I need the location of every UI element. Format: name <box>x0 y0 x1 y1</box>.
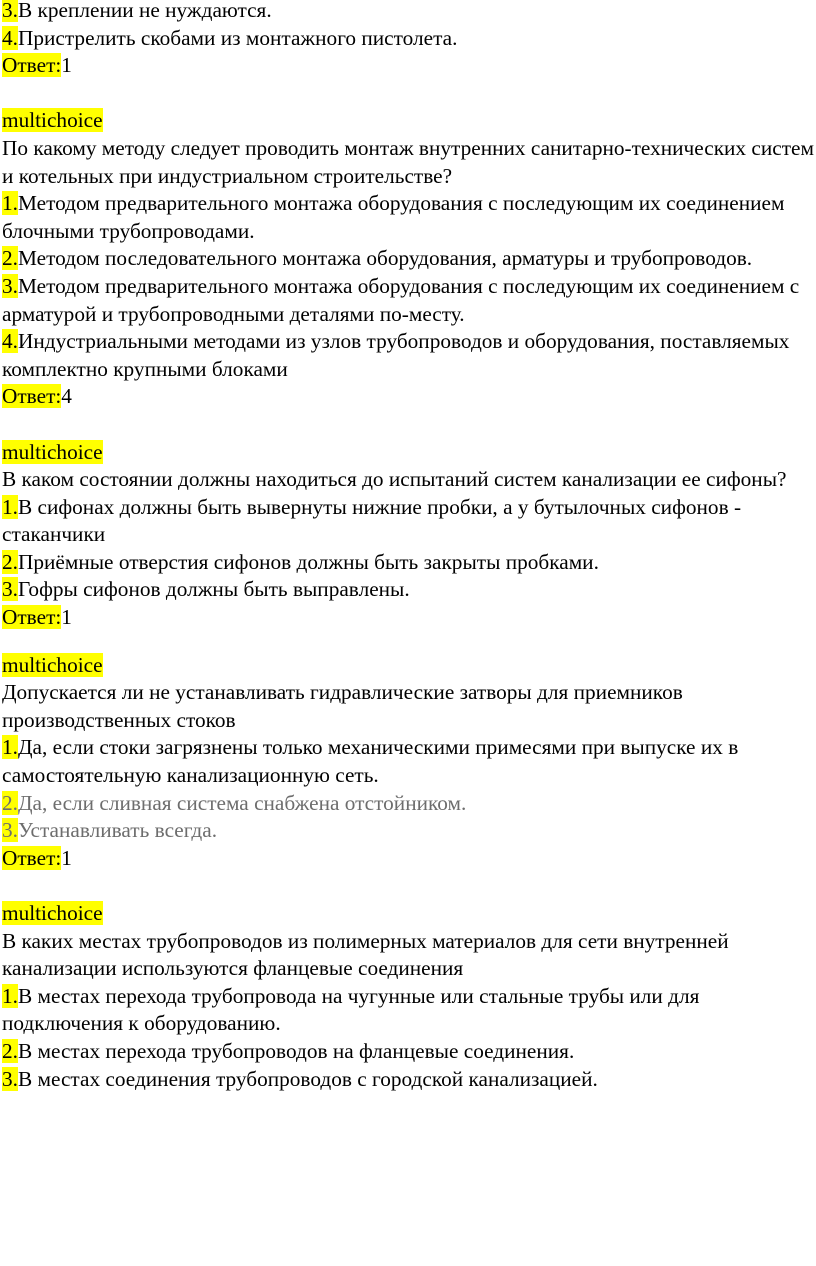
top-block <box>2 0 814 80</box>
option-number: 2. <box>2 549 18 574</box>
option-text: В креплении не нуждаются. <box>17 0 272 22</box>
option-text: Индустриальными методами из узлов трубопроводов и оборудования, поставляемых комплектно крупными блоками <box>2 329 790 381</box>
option-item <box>2 0 814 25</box>
option-number: 3. <box>2 0 18 22</box>
option-item <box>2 1038 814 1066</box>
answer-line <box>2 845 814 873</box>
option-text: Да, если стоки загрязнены только механическими примесями при выпуске их в самостоятельную канализационную сеть. <box>2 735 739 788</box>
option-number: 2. <box>2 246 18 271</box>
option-text: В местах перехода трубопровода на чугунные или стальные трубы или для подключения к оборудованию. <box>2 983 700 1036</box>
answer-line <box>2 604 814 632</box>
answer-label: Ответ: <box>2 384 62 409</box>
answer-value: 1 <box>61 605 72 630</box>
option-item <box>2 245 814 273</box>
option-text: Пристрелить скобами из монтажного пистолета. <box>17 25 458 50</box>
question-type-label: multichoice <box>2 108 103 133</box>
option-text: Методом предварительного монтажа оборудования с последующим их соединением с арматурой и трубопроводными деталями по-месту. <box>2 273 800 326</box>
option-text: Приёмные отверстия сифонов должны быть закрыты пробками. <box>17 549 599 574</box>
option-text: Гофры сифонов должны быть выправлены. <box>17 577 410 602</box>
question-type-label: multichoice <box>2 901 103 925</box>
answer-label: Ответ: <box>2 605 62 630</box>
question-type-label: multichoice <box>2 439 103 464</box>
option-number: 3. <box>2 818 18 843</box>
option-number: 4. <box>2 25 18 50</box>
option-number: 3. <box>2 273 18 298</box>
option-item <box>2 549 814 577</box>
option-item <box>2 983 814 1038</box>
answer-label: Ответ: <box>2 53 62 78</box>
option-number: 3. <box>2 1066 18 1091</box>
answer-value: 1 <box>61 53 72 78</box>
option-number: 4. <box>2 329 18 354</box>
option-item <box>2 734 814 789</box>
document-page <box>2 0 814 1093</box>
question-text: По какому методу следует проводить монтаж внутренних санитарно-технических систем и котельных при индустриальном строительстве? <box>2 135 814 188</box>
option-number: 1. <box>2 494 18 519</box>
answer-value: 4 <box>61 384 72 409</box>
option-item <box>2 576 814 604</box>
option-item <box>2 817 814 845</box>
option-text: Методом предварительного монтажа оборудования с последующим их соединением блочными трубопроводами. <box>2 191 785 243</box>
option-number: 1. <box>2 191 18 216</box>
answer-label: Ответ: <box>2 845 62 870</box>
question-block <box>2 900 814 1093</box>
answer-line <box>2 52 814 80</box>
question-text: В каких местах трубопроводов из полимерных материалов для сети внутренней канализации используются фланцевые соединения <box>2 928 729 981</box>
option-text: В сифонах должны быть вывернуты нижние пробки, а у бутылочных сифонов - стаканчики <box>2 494 742 547</box>
option-text: В местах соединения трубопроводов с городской канализацией. <box>17 1066 598 1091</box>
option-item <box>2 1066 814 1094</box>
question-block <box>2 439 814 632</box>
option-text: Да, если сливная система снабжена отстойником. <box>17 790 467 815</box>
option-text: В местах перехода трубопроводов на фланцевые соединения. <box>17 1038 575 1063</box>
question-text: Допускается ли не устанавливать гидравлические затворы для приемников производственных стоков <box>2 680 683 732</box>
question-text: В каком состоянии должны находиться до испытаний систем канализации ее сифоны? <box>2 467 787 492</box>
option-item <box>2 790 814 818</box>
option-number: 2. <box>2 790 18 815</box>
option-number: 2. <box>2 1038 18 1063</box>
option-number: 1. <box>2 983 18 1008</box>
option-text: Устанавливать всегда. <box>17 818 218 843</box>
option-item <box>2 494 814 549</box>
option-item <box>2 25 814 53</box>
option-number: 3. <box>2 577 18 602</box>
answer-line <box>2 383 814 411</box>
option-text: Методом последовательного монтажа оборудования, арматуры и трубопроводов. <box>17 246 753 271</box>
question-block <box>2 652 814 873</box>
option-item <box>2 190 814 245</box>
option-number: 1. <box>2 735 18 760</box>
question-type-label: multichoice <box>2 652 103 677</box>
option-item <box>2 328 814 383</box>
option-item <box>2 273 814 328</box>
answer-value: 1 <box>61 845 72 870</box>
question-block <box>2 107 814 411</box>
